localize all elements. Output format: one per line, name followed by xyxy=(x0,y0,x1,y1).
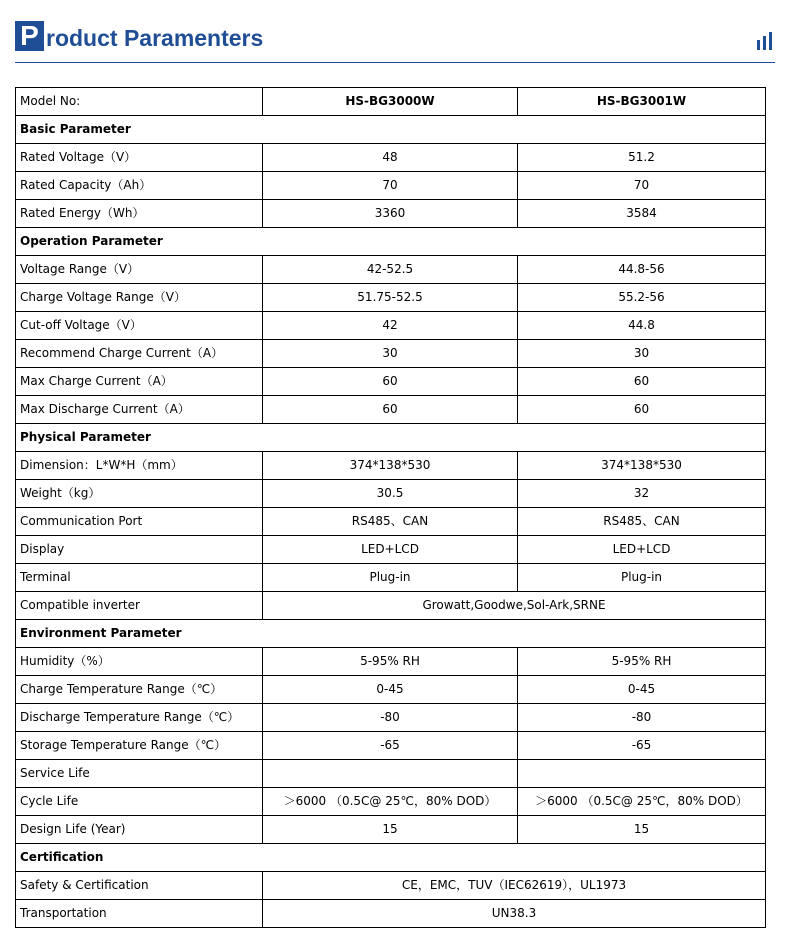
model-column-2: HS-BG3001W xyxy=(518,88,766,116)
parameter-label: Compatible inverter xyxy=(16,592,263,620)
parameter-label: Transportation xyxy=(16,900,263,928)
parameter-label: Rated Energy（Wh） xyxy=(16,200,263,228)
parameter-label: Communication Port xyxy=(16,508,263,536)
table-row xyxy=(16,396,766,424)
parameter-label: Recommend Charge Current（A） xyxy=(16,340,263,368)
parameter-label: Terminal xyxy=(16,564,263,592)
parameter-label: Max Charge Current（A） xyxy=(16,368,263,396)
section-row xyxy=(16,844,766,872)
table-row xyxy=(16,788,766,816)
table-row xyxy=(16,340,766,368)
section-title: Physical Parameter xyxy=(16,424,766,452)
parameter-value-1: RS485、CAN xyxy=(263,508,518,536)
parameter-label: Charge Temperature Range（℃） xyxy=(16,676,263,704)
table-row xyxy=(16,312,766,340)
title-initial-box: P xyxy=(15,21,44,51)
parameter-value-2 xyxy=(518,760,766,788)
parameter-value-2: 51.2 xyxy=(518,144,766,172)
parameter-label: Cycle Life xyxy=(16,788,263,816)
parameter-value-1: 60 xyxy=(263,396,518,424)
parameter-label: Storage Temperature Range（℃） xyxy=(16,732,263,760)
table-row xyxy=(16,872,766,900)
section-row xyxy=(16,620,766,648)
table-row xyxy=(16,816,766,844)
table-row xyxy=(16,732,766,760)
section-title: Operation Parameter xyxy=(16,228,766,256)
table-row xyxy=(16,536,766,564)
parameter-value-2: Plug-in xyxy=(518,564,766,592)
parameter-value-merged: UN38.3 xyxy=(263,900,766,928)
table-row xyxy=(16,144,766,172)
parameter-value-2: 60 xyxy=(518,396,766,424)
parameter-value-2: RS485、CAN xyxy=(518,508,766,536)
parameter-value-2: 60 xyxy=(518,368,766,396)
parameter-value-1: ＞6000 （0.5C@ 25℃，80% DOD） xyxy=(263,788,518,816)
table-row xyxy=(16,480,766,508)
parameter-label: Max Discharge Current（A） xyxy=(16,396,263,424)
parameter-label: Voltage Range（V） xyxy=(16,256,263,284)
parameter-value-2: 0-45 xyxy=(518,676,766,704)
parameter-value-1: 0-45 xyxy=(263,676,518,704)
parameter-label: Cut-off Voltage（V） xyxy=(16,312,263,340)
parameter-value-1: -65 xyxy=(263,732,518,760)
parameter-value-1: 30.5 xyxy=(263,480,518,508)
table-row xyxy=(16,900,766,928)
parameter-label: Service Life xyxy=(16,760,263,788)
parameter-value-merged: CE，EMC，TUV（IEC62619），UL1973 xyxy=(263,872,766,900)
parameter-value-2: -80 xyxy=(518,704,766,732)
parameter-value-1: 42 xyxy=(263,312,518,340)
table-row xyxy=(16,256,766,284)
parameter-value-1: 48 xyxy=(263,144,518,172)
table-row xyxy=(16,452,766,480)
parameter-value-1: 42-52.5 xyxy=(263,256,518,284)
parameter-value-2: -65 xyxy=(518,732,766,760)
section-row xyxy=(16,228,766,256)
section-title: Environment Parameter xyxy=(16,620,766,648)
parameter-label: Humidity（%） xyxy=(16,648,263,676)
product-parameters-table xyxy=(15,87,766,928)
parameter-value-2: 15 xyxy=(518,816,766,844)
parameter-value-2: 5-95% RH xyxy=(518,648,766,676)
parameter-value-2: 44.8 xyxy=(518,312,766,340)
table-row xyxy=(16,676,766,704)
section-title: Certification xyxy=(16,844,766,872)
parameter-label: Rated Voltage（V） xyxy=(16,144,263,172)
parameter-value-1: Plug-in xyxy=(263,564,518,592)
table-header-row xyxy=(16,88,766,116)
table-row xyxy=(16,200,766,228)
parameter-value-2: LED+LCD xyxy=(518,536,766,564)
section-row xyxy=(16,424,766,452)
bars-icon xyxy=(757,32,775,50)
table-row xyxy=(16,368,766,396)
parameter-value-1: 15 xyxy=(263,816,518,844)
parameter-value-1 xyxy=(263,760,518,788)
parameter-label: Dimension：L*W*H（mm） xyxy=(16,452,263,480)
parameter-value-2: 30 xyxy=(518,340,766,368)
parameter-value-1: 60 xyxy=(263,368,518,396)
parameter-label: Rated Capacity（Ah） xyxy=(16,172,263,200)
table-row xyxy=(16,592,766,620)
parameter-label: Discharge Temperature Range（℃） xyxy=(16,704,263,732)
parameter-value-1: 3360 xyxy=(263,200,518,228)
parameter-value-2: 32 xyxy=(518,480,766,508)
parameter-label: Design Life (Year) xyxy=(16,816,263,844)
parameter-value-2: 44.8-56 xyxy=(518,256,766,284)
model-column-1: HS-BG3000W xyxy=(263,88,518,116)
parameter-value-1: 51.75-52.5 xyxy=(263,284,518,312)
parameter-value-2: 55.2-56 xyxy=(518,284,766,312)
table-row xyxy=(16,508,766,536)
parameter-value-1: 374*138*530 xyxy=(263,452,518,480)
section-row xyxy=(16,116,766,144)
section-title: Basic Parameter xyxy=(16,116,766,144)
table-row xyxy=(16,648,766,676)
parameter-value-1: 5-95% RH xyxy=(263,648,518,676)
table-row xyxy=(16,704,766,732)
page-title: roduct Paramenters xyxy=(46,25,264,51)
parameter-value-merged: Growatt,Goodwe,Sol-Ark,SRNE xyxy=(263,592,766,620)
model-no-label: Model No: xyxy=(16,88,263,116)
table-row xyxy=(16,564,766,592)
parameter-label: Weight（kg） xyxy=(16,480,263,508)
table-row xyxy=(16,284,766,312)
parameter-label: Safety & Certification xyxy=(16,872,263,900)
parameter-label: Display xyxy=(16,536,263,564)
page-header xyxy=(15,18,775,62)
table-row xyxy=(16,172,766,200)
parameter-value-1: LED+LCD xyxy=(263,536,518,564)
parameter-value-2: 3584 xyxy=(518,200,766,228)
parameter-value-1: 70 xyxy=(263,172,518,200)
parameter-value-2: ＞6000 （0.5C@ 25℃，80% DOD） xyxy=(518,788,766,816)
parameter-value-1: 30 xyxy=(263,340,518,368)
parameter-value-2: 374*138*530 xyxy=(518,452,766,480)
table-row xyxy=(16,760,766,788)
parameter-label: Charge Voltage Range（V） xyxy=(16,284,263,312)
parameter-value-2: 70 xyxy=(518,172,766,200)
header-divider xyxy=(15,62,775,63)
parameter-value-1: -80 xyxy=(263,704,518,732)
